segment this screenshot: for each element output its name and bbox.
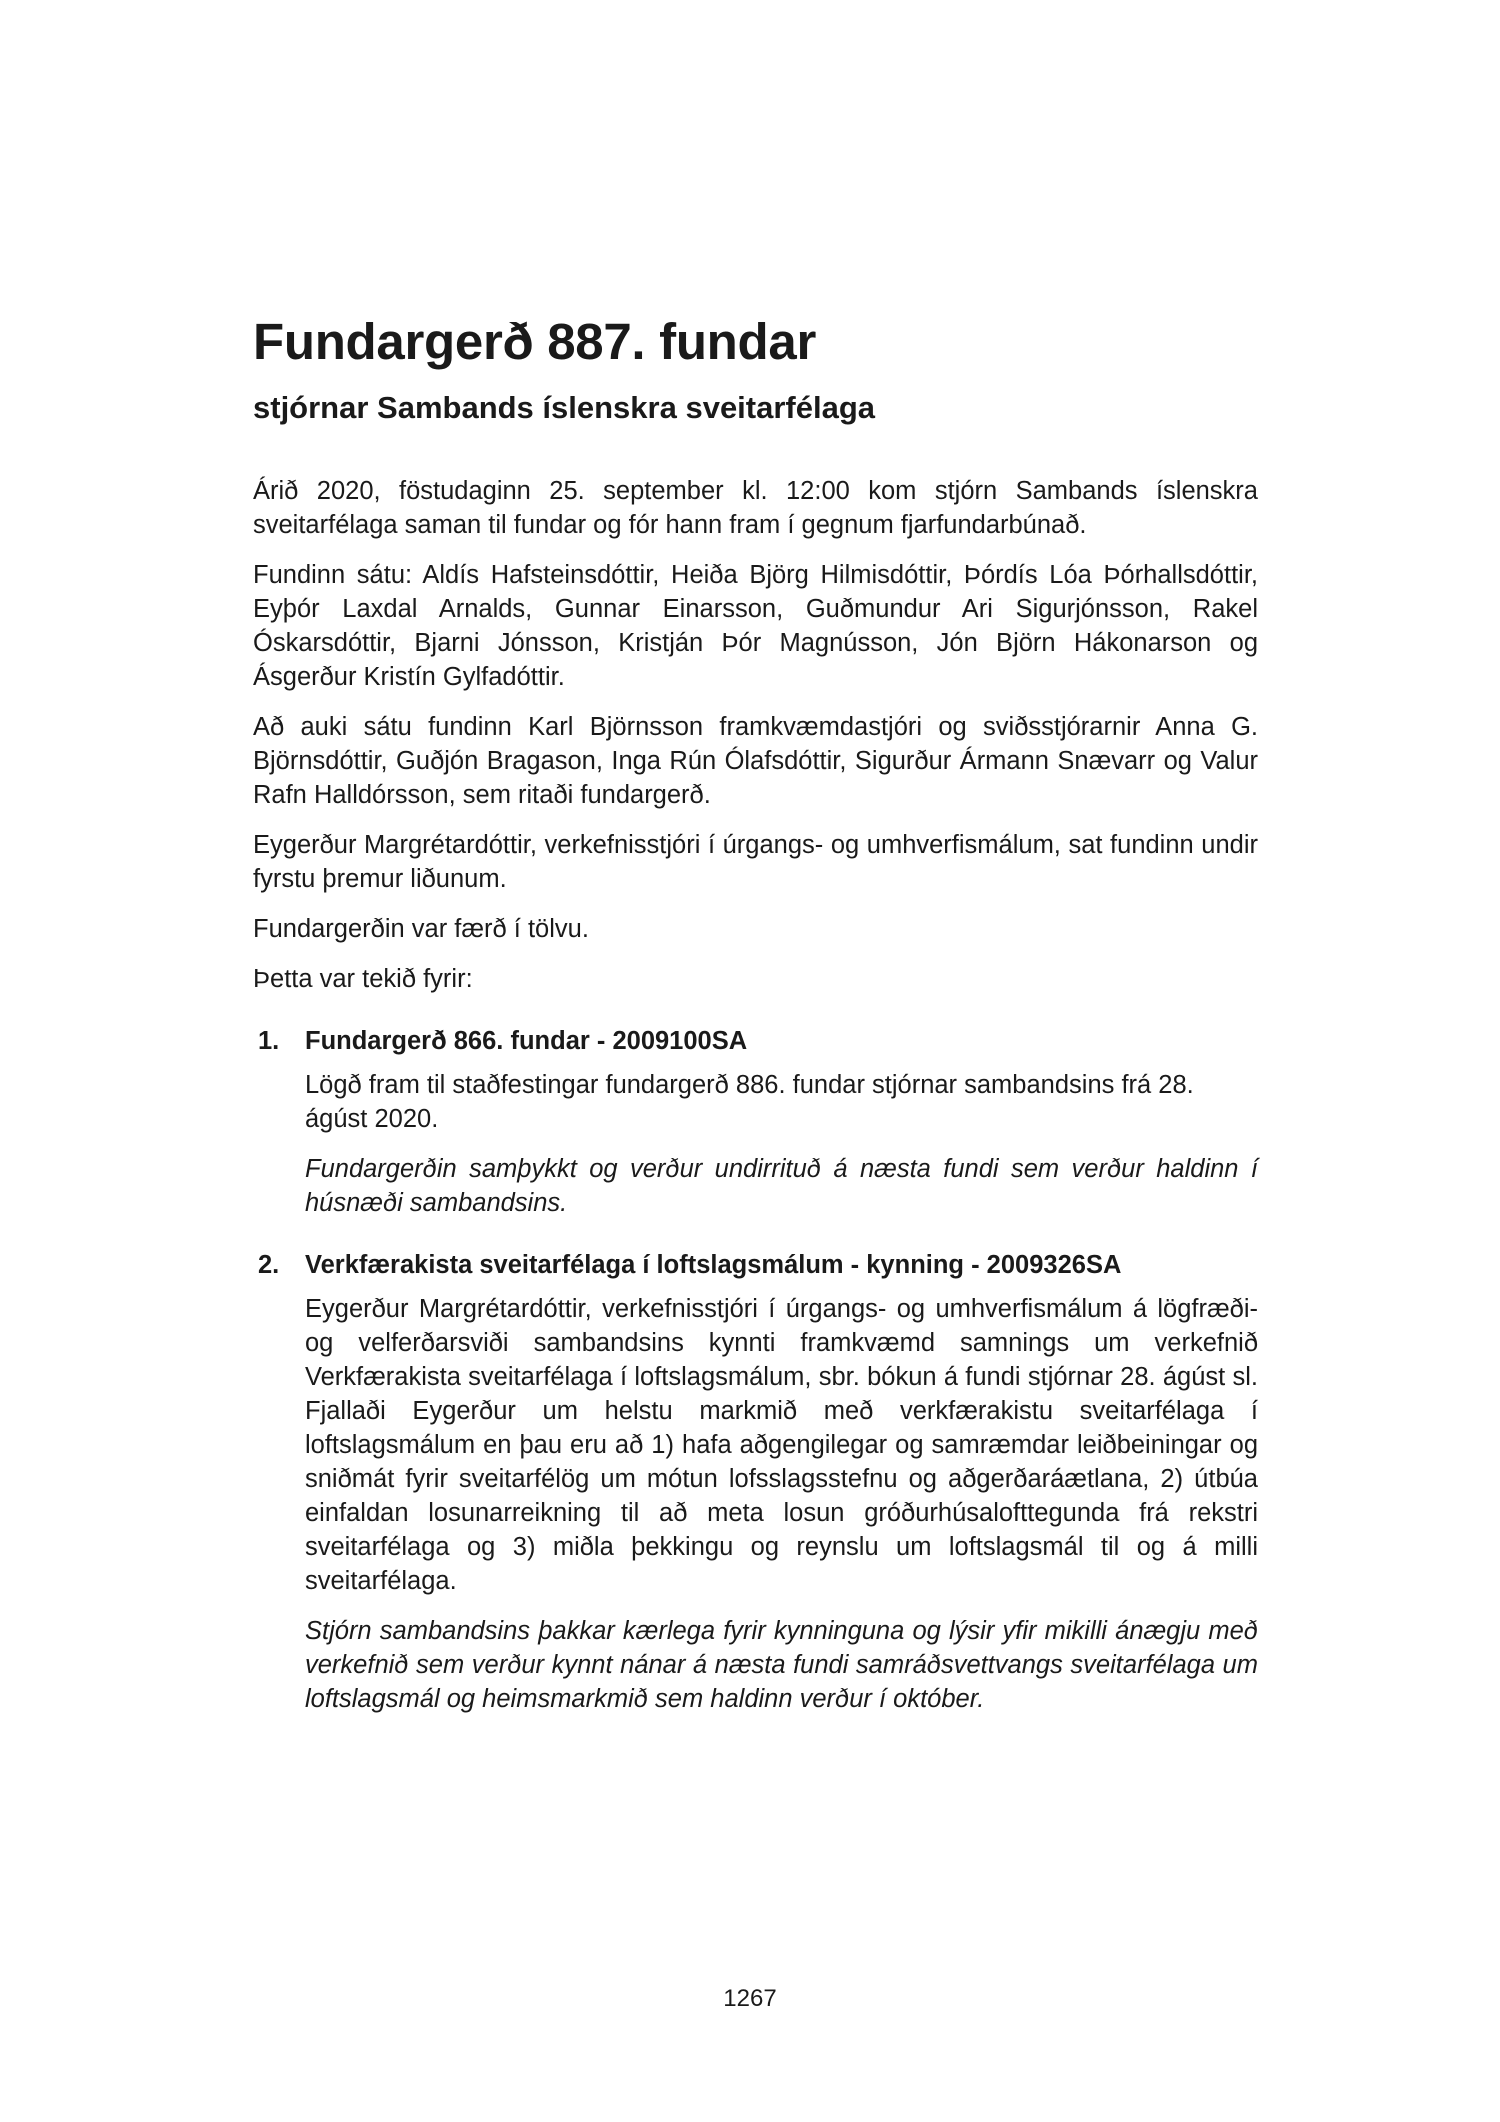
agenda-item-decision: Stjórn sambandsins þakkar kærlega fyrir kynninguna og lýsir yfir mikilli ánægju með verkefnið sem verður kynnt nánar á næsta fundi samráðsvettvangs sveitarfélaga um loftslagsmál og heimsmarkmið sem haldinn verður í október. bbox=[305, 1617, 1258, 1713]
agenda-item-title: Fundargerð 866. fundar - 2009100SA bbox=[305, 1027, 748, 1055]
record-note-paragraph: Fundargerðin var færð í tölvu. bbox=[253, 915, 589, 943]
agenda-item-1 bbox=[253, 1024, 1258, 1220]
additional-attendees-paragraph: Að auki sátu fundinn Karl Björnsson framkvæmdastjóri og sviðsstjórarnir Anna G. Björnsdóttir, Guðjón Bragason, Inga Rún Ólafsdóttir, Sigurður Ármann Snævarr og Valur Rafn Halldórsson, sem ritaði fundargerð. bbox=[253, 713, 1258, 809]
agenda-item-decision: Fundargerðin samþykkt og verður undirrituð á næsta fundi sem verður haldinn í húsnæði sambandsins. bbox=[305, 1155, 1258, 1217]
agenda-item-text: Lögð fram til staðfestingar fundargerð 886. fundar stjórnar sambandsins frá 28. ágúst 2020. bbox=[305, 1071, 1194, 1133]
agenda-item-2 bbox=[253, 1248, 1258, 1716]
document-title: Fundargerð 887. fundar bbox=[253, 313, 816, 370]
attendees-paragraph: Fundinn sátu: Aldís Hafsteinsdóttir, Heiða Björg Hilmisdóttir, Þórdís Lóa Þórhallsdóttir, Eyþór Laxdal Arnalds, Gunnar Einarsson, Guðmundur Ari Sigurjónsson, Rakel Óskarsdóttir, Bjarni Jónsson, Kristján Þór Magnússon, Jón Björn Hákonarson og Ásgerður Kristín Gylfadóttir. bbox=[253, 561, 1258, 691]
agenda-item-title: Verkfærakista sveitarfélaga í loftslagsmálum - kynning - 2009326SA bbox=[305, 1251, 1122, 1279]
page-number: 1267 bbox=[723, 1985, 777, 2012]
intro-paragraph: Árið 2020, föstudaginn 25. september kl. 12:00 kom stjórn Sambands íslenskra sveitarfélaga saman til fundar og fór hann fram í gegnum fjarfundarbúnað. bbox=[253, 477, 1258, 539]
project-manager-paragraph: Eygerður Margrétardóttir, verkefnisstjóri í úrgangs- og umhverfismálum, sat fundinn undir fyrstu þremur liðunum. bbox=[253, 831, 1258, 893]
agenda-item-text: Eygerður Margrétardóttir, verkefnisstjóri í úrgangs- og umhverfismálum á lögfræði- og velferðarsviði sambandsins kynnti framkvæmd samnings um verkefnið Verkfærakista sveitarfélaga í loftslagsmálum, sbr. bókun á fundi stjórnar 28. ágúst sl. Fjallaði Eygerður um helstu markmið með verkfærakistu sveitarfélaga í loftslagsmálum en þau eru að 1) hafa aðgengilegar og samræmdar leiðbeiningar og sniðmát fyrir sveitarfélög um mótun lofsslagsstefnu og aðgerðaráætlana, 2) útbúa einfaldan losunarreikning til að meta losun gróðurhúsalofttegunda frá rekstri sveitarfélaga og 3) miðla þekkingu og reynslu um loftslagsmál til og á milli sveitarfélaga. bbox=[305, 1295, 1258, 1595]
document-subtitle: stjórnar Sambands íslenskra sveitarfélaga bbox=[253, 390, 876, 425]
document-body bbox=[253, 474, 1258, 1716]
agenda-item-number: 2. bbox=[258, 1251, 280, 1279]
document-page bbox=[253, 310, 1258, 1732]
agenda-item-number: 1. bbox=[258, 1027, 280, 1055]
agenda-intro-paragraph: Þetta var tekið fyrir: bbox=[253, 965, 473, 993]
